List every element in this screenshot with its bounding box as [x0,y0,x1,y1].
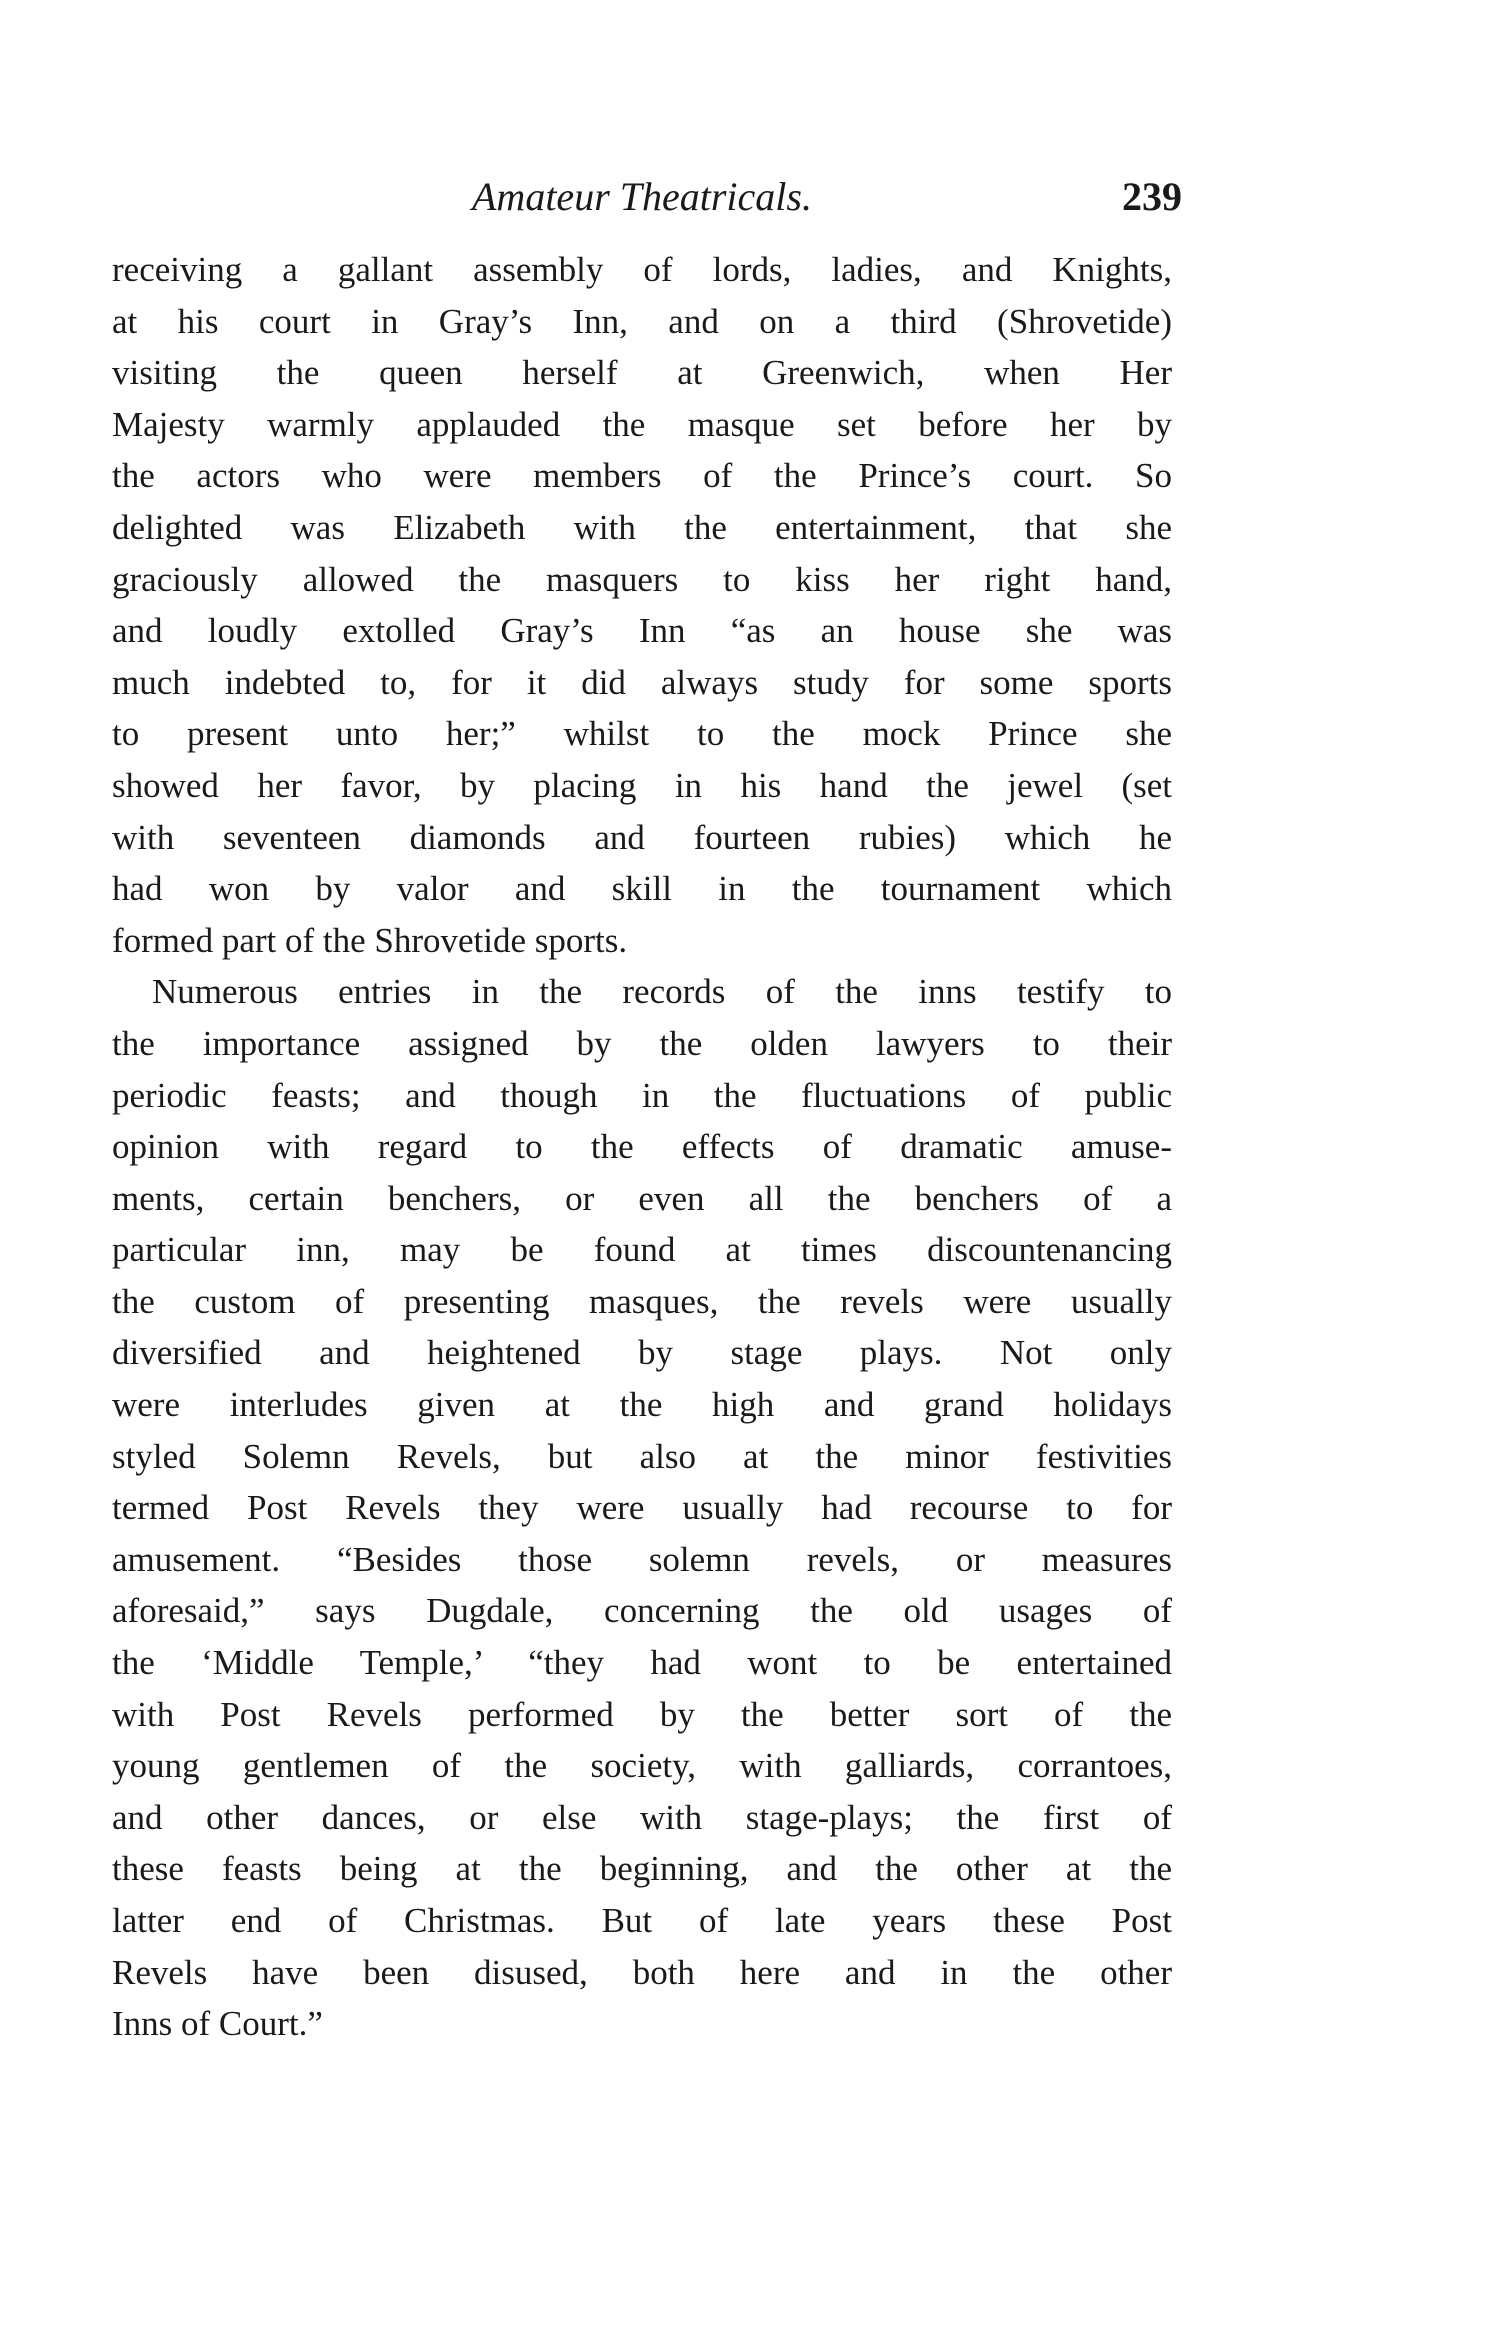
text-line: the ‘Middle Temple,’ “they had wont to be entertained [112,1643,1172,1683]
text-line: the importance assigned by the olden lawyers to their [112,1023,1172,1063]
text-line: graciously allowed the masquers to kiss her right hand, [112,559,1172,599]
paragraph-1 [112,244,1172,966]
text-line: Numerous entries in the records of the inns testify to [152,972,1172,1012]
text-line: styled Solemn Revels, but also at the minor festivities [112,1436,1172,1476]
page-number: 239 [1122,174,1182,219]
text-line: had won by valor and skill in the tournament which [112,869,1172,909]
text-line: and loudly extolled Gray’s Inn “as an house she was [112,611,1172,651]
body-text [112,244,1172,2050]
text-line: young gentlemen of the society, with galliards, corrantoes, [112,1746,1172,1786]
text-line: to present unto her;” whilst to the mock Prince she [112,714,1172,754]
text-line: aforesaid,” says Dugdale, concerning the old usages of [112,1591,1172,1631]
text-line: the custom of presenting masques, the revels were usually [112,1281,1172,1321]
text-line: with seventeen diamonds and fourteen rubies) which he [112,817,1172,857]
text-line: receiving a gallant assembly of lords, ladies, and Knights, [112,250,1172,289]
text-line: diversified and heightened by stage plays. Not only [112,1333,1172,1373]
text-line: opinion with regard to the effects of dramatic amuse- [112,1127,1172,1167]
text-line: periodic feasts; and though in the fluctuations of public [112,1075,1172,1115]
text-line: the actors who were members of the Prince’s court. So [112,456,1172,496]
text-line: and other dances, or else with stage-plays; the first of [112,1797,1172,1837]
text-line: at his court in Gray’s Inn, and on a third (Shrovetide) [112,301,1172,341]
text-line: Revels have been disused, both here and in the other [112,1952,1172,1992]
text-line: Inns of Court.” [112,2004,323,2044]
text-line: showed her favor, by placing in his hand the jewel (set [112,765,1172,805]
text-line: latter end of Christmas. But of late years these Post [112,1901,1172,1940]
paragraph-2 [112,966,1172,2049]
text-line: with Post Revels performed by the better sort of the [112,1694,1172,1734]
text-line: visiting the queen herself at Greenwich, when Her [112,353,1172,393]
text-line: termed Post Revels they were usually had recourse to for [112,1488,1172,1528]
text-line: amusement. “Besides those solemn revels, or measures [112,1539,1172,1579]
text-line: particular inn, may be found at times discountenancing [112,1230,1172,1270]
text-line: formed part of the Shrovetide sports. [112,920,628,960]
running-head [112,172,1182,222]
text-line: these feasts being at the beginning, and the other at the [112,1849,1172,1889]
running-title: Amateur Theatricals. [472,174,812,219]
text-line: were interludes given at the high and grand holidays [112,1385,1172,1425]
text-line: delighted was Elizabeth with the entertainment, that she [112,507,1172,547]
text-line: Majesty warmly applauded the masque set before her by [112,404,1172,444]
text-line: ments, certain benchers, or even all the benchers of a [112,1178,1172,1218]
text-line: much indebted to, for it did always study for some sports [112,662,1172,702]
